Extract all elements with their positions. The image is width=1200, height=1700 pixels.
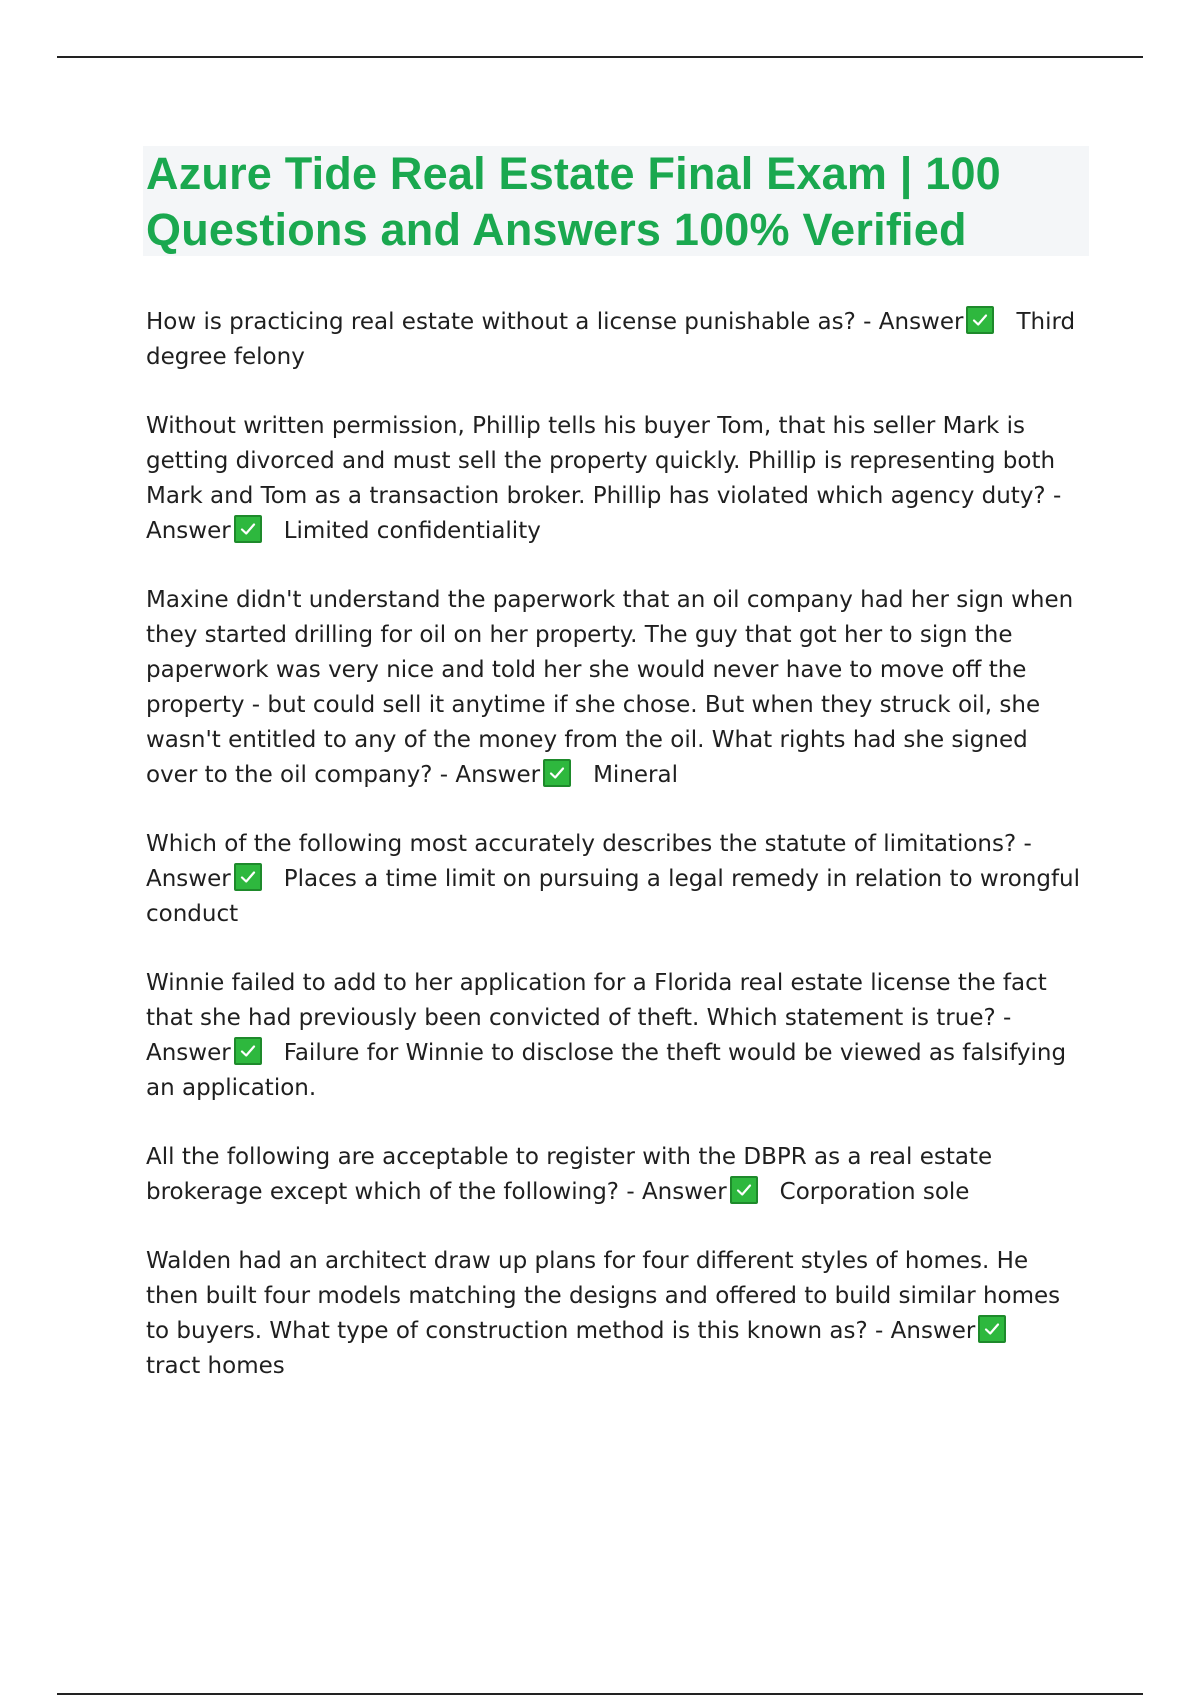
answer-separator: - Answer — [867, 1318, 976, 1344]
question-text: Winnie failed to add to her application for a Florida real estate license the fact that she had previously been convicted of theft. Which statement is true? — [146, 970, 1047, 1031]
question-text: Maxine didn't understand the paperwork that an oil company had her sign when they started drilling for oil on her property. The guy that got her to sign the paperwork was very nice and told her she would never have to move off the property - but could sell it anytime if she chose. But when they struck oil, she wasn't entitled to any of the money from the oil. What rights had she signed over to the oil company? — [146, 587, 1074, 788]
qa-item — [146, 409, 1081, 549]
qa-item — [146, 1140, 1081, 1210]
title-banner — [143, 146, 1089, 256]
qa-item — [146, 583, 1081, 793]
question-text: How is practicing real estate without a license punishable as? — [146, 309, 856, 335]
answer-text: Places a time limit on pursuing a legal remedy in relation to wrongful conduct — [146, 866, 1081, 927]
qa-item — [146, 827, 1081, 932]
document-title: Azure Tide Real Estate Final Exam | 100 Questions and Answers 100% Verified — [146, 148, 1001, 255]
checkmark-icon — [966, 306, 994, 334]
answer-text: Mineral — [593, 762, 678, 788]
qa-item — [146, 1244, 1081, 1384]
checkmark-icon — [978, 1315, 1006, 1343]
answer-text: Third degree felony — [146, 309, 1076, 370]
checkmark-icon — [234, 1037, 262, 1065]
answer-text: Corporation sole — [779, 1179, 970, 1205]
checkmark-icon — [543, 759, 571, 787]
checkmark-icon — [234, 515, 262, 543]
question-text: Which of the following most accurately describes the statute of limitations? — [146, 831, 1017, 857]
answer-separator: - Answer — [146, 831, 1032, 892]
answer-separator: - Answer — [432, 762, 541, 788]
question-text: Walden had an architect draw up plans for four different styles of homes. He then built four models matching the designs and offered to build similar homes to buyers. What type of construction method is this known as? — [146, 1248, 1061, 1344]
qa-list — [146, 305, 1081, 1418]
top-rule — [57, 56, 1143, 58]
qa-item — [146, 305, 1081, 375]
answer-text: Limited confidentiality — [283, 518, 541, 544]
answer-separator: - Answer — [146, 1005, 1012, 1066]
question-text: Without written permission, Phillip tells his buyer Tom, that his seller Mark is getting divorced and must sell the property quickly. Phillip is representing both Mark and Tom as a transaction broker. Phillip has violated which agency duty? — [146, 413, 1056, 509]
answer-separator: - Answer — [855, 309, 964, 335]
question-text: All the following are acceptable to register with the DBPR as a real estate brokerage except which of the following? — [146, 1144, 993, 1205]
answer-text: tract homes — [146, 1353, 285, 1379]
answer-text: Failure for Winnie to disclose the theft would be viewed as falsifying an application. — [146, 1040, 1067, 1101]
qa-item — [146, 966, 1081, 1106]
bottom-rule — [57, 1693, 1143, 1695]
answer-separator: - Answer — [619, 1179, 727, 1205]
checkmark-icon — [730, 1176, 758, 1204]
answer-separator: - Answer — [146, 483, 1062, 544]
checkmark-icon — [234, 863, 262, 891]
